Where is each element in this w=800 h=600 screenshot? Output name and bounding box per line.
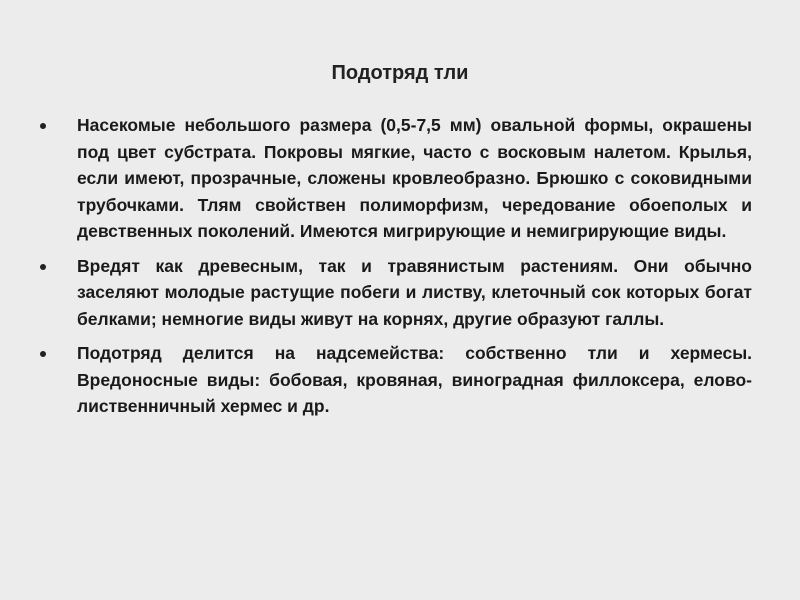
bullet-item (40, 112, 752, 245)
bullet-text: Насекомые небольшого размера (0,5-7,5 мм) овальной формы, окрашены под цвет субстрата. Покровы мягкие, часто с восковым налетом. Крылья, если имеют, прозрачные, сложены кровлеобразно. Брюшко с соковидными трубочками. Тлям свойствен полиморфизм, чередование обоеполых и девственных поколений. Имеются мигрирующие и немигрирующие виды. (77, 115, 752, 241)
bullet-text: Вредят как древесным, так и травянистым растениям. Они обычно заселяют молодые растущие побеги и листву, клеточный сок которых богат белками; немногие виды живут на корнях, другие образуют галлы. (77, 255, 752, 329)
bullet-dot-icon (40, 123, 46, 129)
bullet-dot-icon (40, 264, 46, 270)
bullet-text: Подотряд делится на надсемейства: собственно тли и хермесы. Вредоносные виды: бобовая, кровяная, виноградная филлоксера, елово-лиственничный хермес и др. (77, 343, 752, 416)
bullet-list (40, 112, 752, 428)
bullet-item (40, 340, 752, 420)
bullet-dot-icon (40, 351, 46, 357)
bullet-item (40, 253, 752, 333)
slide-title: Подотряд тли (331, 62, 469, 84)
